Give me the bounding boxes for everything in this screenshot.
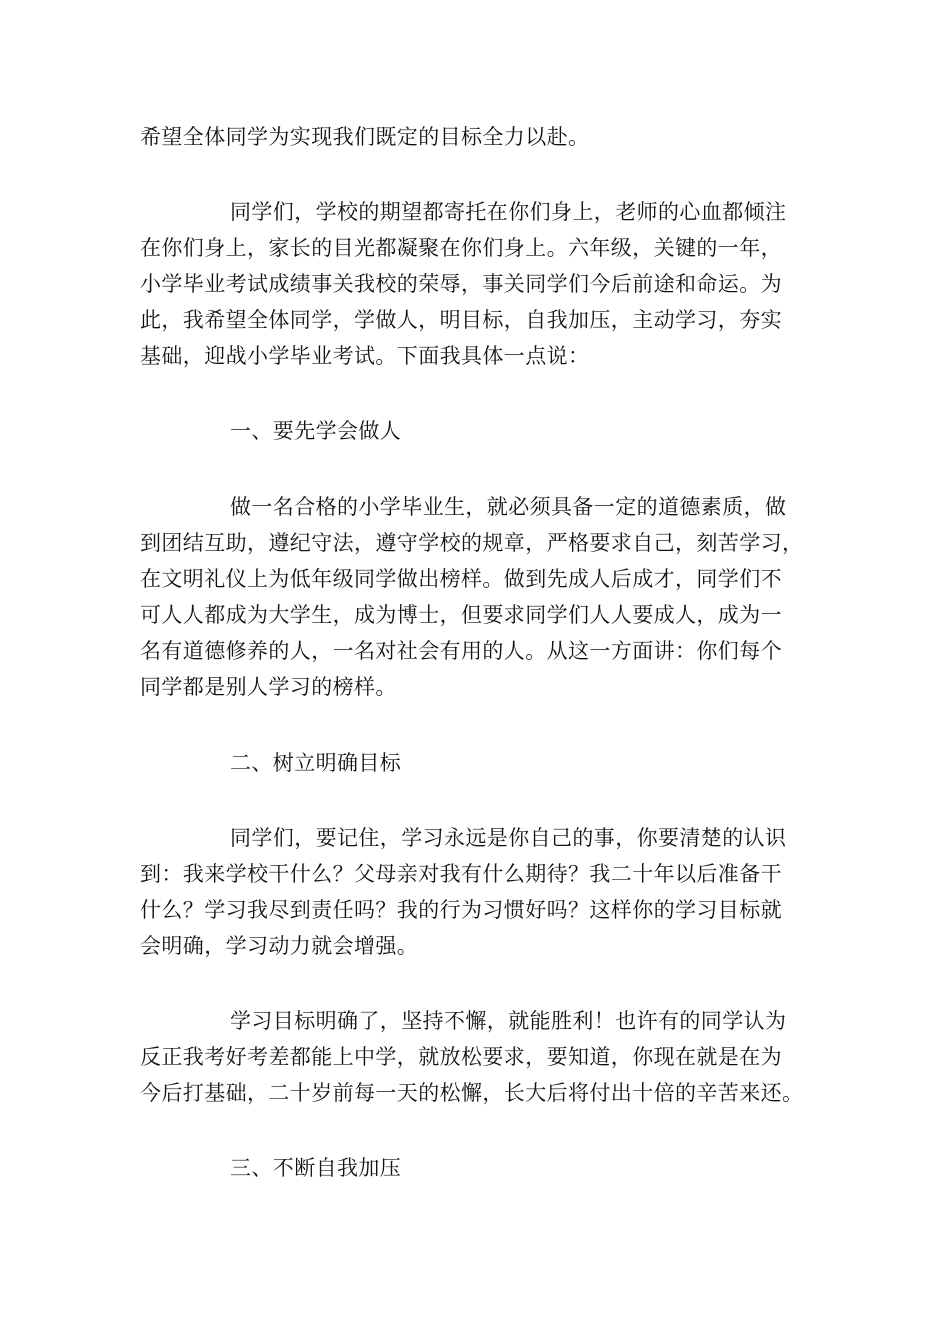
paragraph-line: 在文明礼仪上为低年级同学做出榜样。做到先成人后成才，同学们不 [140,567,782,591]
paragraph-line: 做一名合格的小学毕业生，就必须具备一定的道德素质，做 [230,495,787,519]
section-heading: 三、不断自我加压 [230,1156,402,1180]
paragraph-line: 同学们，学校的期望都寄托在你们身上，老师的心血都倾注 [230,200,787,224]
paragraph-line: 今后打基础，二十岁前每一天的松懈，长大后将付出十倍的辛苦来还。 [140,1081,804,1105]
paragraph-line: 此，我希望全体同学，学做人，明目标，自我加压，主动学习，夯实 [140,308,782,332]
paragraph-line: 小学毕业考试成绩事关我校的荣辱，事关同学们今后前途和命运。为 [140,272,782,296]
paragraph-line: 会明确，学习动力就会增强。 [140,934,419,958]
section-heading: 二、树立明确目标 [230,751,402,775]
paragraph-line: 在你们身上，家长的目光都凝聚在你们身上。六年级，关键的一年， [140,236,782,260]
paragraph-line: 名有道德修养的人，一名对社会有用的人。从这一方面讲：你们每个 [140,639,782,663]
paragraph-line: 反正我考好考差都能上中学，就放松要求，要知道，你现在就是在为 [140,1045,782,1069]
section-heading: 一、要先学会做人 [230,419,402,443]
paragraph-line: 基础，迎战小学毕业考试。下面我具体一点说： [140,344,590,368]
paragraph-line: 希望全体同学为实现我们既定的目标全力以赴。 [140,125,590,149]
paragraph-line: 可人人都成为大学生，成为博士，但要求同学们人人要成人，成为一 [140,603,782,627]
paragraph-line: 学习目标明确了，坚持不懈，就能胜利！也许有的同学认为 [230,1009,787,1033]
paragraph-line: 同学们，要记住，学习永远是你自己的事，你要清楚的认识 [230,826,787,850]
paragraph-line: 同学都是别人学习的榜样。 [140,675,397,699]
paragraph-line: 到团结互助，遵纪守法，遵守学校的规章，严格要求自己，刻苦学习， [140,531,804,555]
paragraph-line: 什么？学习我尽到责任吗？我的行为习惯好吗？这样你的学习目标就 [140,898,782,922]
paragraph-line: 到：我来学校干什么？父母亲对我有什么期待？我二十年以后准备干 [140,862,782,886]
